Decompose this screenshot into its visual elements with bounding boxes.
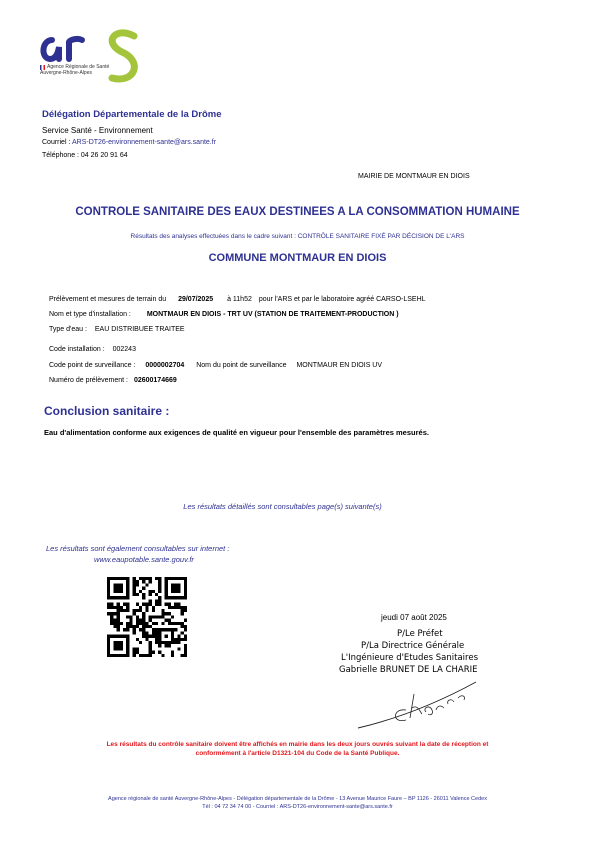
installation-value: MONTMAUR EN DIOIS - TRT UV (STATION DE TRAITEMENT-PRODUCTION ) [146, 311, 399, 318]
numero-value: 02600174669 [133, 377, 177, 384]
courriel-line [42, 139, 216, 146]
qr-code[interactable] [107, 577, 187, 657]
recipient: MAIRIE DE MONTMAUR EN DIOIS [358, 173, 470, 180]
numero-row [49, 377, 177, 384]
warning-line-2: conformément à l'article D1321-104 du Code de la Santé Publique. [195, 750, 400, 757]
footer-line-2: Tél : 04 72 34 74 00 - Courriel : ARS-DT26-environnement-sante@ars.sante.fr [202, 804, 393, 810]
page-footer [0, 795, 595, 811]
internet-link[interactable]: www.eaupotable.sante.gouv.fr [94, 555, 194, 564]
code-installation-label: Code installation : [49, 346, 105, 353]
prelevement-date: 29/07/2025 [178, 296, 214, 303]
telephone-line: Téléphone : 04 26 20 91 64 [42, 152, 128, 159]
internet-note: Les résultats sont également consultables sur internet : [46, 544, 230, 553]
prelevement-suite: pour l'ARS et par le laboratoire agréé CARSO-LSEHL [258, 296, 426, 303]
code-installation-row [49, 346, 136, 353]
code-installation-value: 002243 [112, 346, 136, 353]
nom-point-value: MONTMAUR EN DIOIS UV [296, 362, 383, 369]
signature-line-3: L'Ingénieure d'Etudes Sanitaires [341, 653, 478, 663]
installation-label: Nom et type d'installation : [49, 311, 131, 318]
numero-label: Numéro de prélèvement : [49, 377, 128, 384]
results-detail-note: Les résultats détaillés sont consultables page(s) suivante(s) [183, 502, 382, 511]
signature-line-4: Gabrielle BRUNET DE LA CHARIE [339, 665, 478, 675]
prelevement-label: Prélèvement et mesures de terrain du [49, 296, 167, 303]
courriel-label: Courriel : [42, 139, 72, 146]
logo-tagline-2: Auvergne-Rhône-Alpes [40, 70, 92, 76]
handwritten-signature [352, 668, 482, 733]
code-point-value: 0000002704 [145, 362, 185, 369]
signature-line-2: P/La Directrice Générale [361, 641, 465, 651]
signature-line-1: P/Le Préfet [397, 629, 443, 639]
display-warning [30, 740, 565, 758]
signature-date: jeudi 07 août 2025 [381, 613, 447, 622]
code-point-label: Code point de surveillance : [49, 362, 136, 369]
delegation-title: Délégation Départementale de la Drôme [42, 109, 222, 120]
commune-title: COMMUNE MONTMAUR EN DIOIS [208, 252, 387, 264]
footer-line-1: Agence régionale de santé Auvergne-Rhône-Alpes - Délégation départementale de la Drôme - 13 Avenue Maurice Faure – BP 1126 - 26011 Valence Cedex [108, 796, 487, 802]
courriel-link[interactable]: ARS-DT26-environnement-sante@ars.sante.fr [71, 139, 217, 146]
document-title: CONTROLE SANITAIRE DES EAUX DESTINEES A LA CONSOMMATION HUMAINE [75, 206, 520, 218]
conclusion-text: Eau d'alimentation conforme aux exigences de qualité en vigueur pour l'ensemble des paramètres mesurés. [44, 428, 429, 437]
prelevement-heure: à 11h52 [227, 296, 252, 303]
ars-logo [38, 28, 153, 86]
type-eau-label: Type d'eau : [49, 326, 87, 333]
nom-point-label: Nom du point de surveillance [196, 362, 287, 369]
installation-row [49, 311, 399, 318]
service-name: Service Santé - Environnement [42, 126, 153, 135]
logo-tagline [40, 64, 109, 76]
type-eau-value: EAU DISTRIBUEE TRAITEE [94, 326, 185, 333]
document-subtitle: Résultats des analyses effectuées dans le cadre suivant : CONTRÔLE SANITAIRE FIXÉ PAR DÉCISION DE L'ARS [130, 233, 465, 240]
conclusion-title: Conclusion sanitaire : [44, 404, 170, 418]
warning-line-1: Les résultats du contrôle sanitaire doivent être affichés en mairie dans les deux jours ouvrés suivant la date de réception et [106, 741, 489, 748]
type-eau-row [49, 326, 185, 333]
logo-tagline-1: Agence Régionale de Santé [47, 64, 110, 70]
prelevement-row [49, 296, 426, 303]
code-point-row [49, 362, 382, 369]
flag-icon [40, 65, 45, 70]
